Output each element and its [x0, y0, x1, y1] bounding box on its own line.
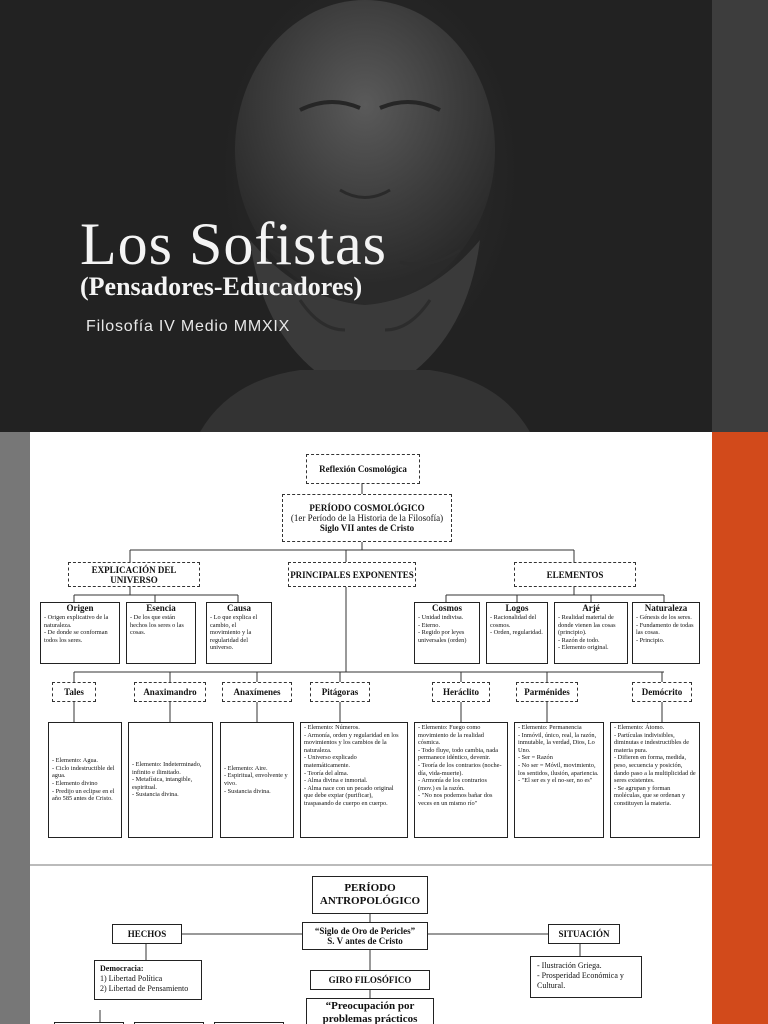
slide-side-bar [712, 0, 768, 432]
elementos-box [514, 562, 636, 587]
philosopher-name-heraclito: Heráclito [432, 682, 490, 702]
periodo-cosmologico-box [282, 494, 452, 542]
situacion-text-2: - Prosperidad Económica y Cultural. [537, 971, 624, 990]
esencia-text: - De los que están hechos los seres o las cosas. [130, 614, 184, 637]
causa-box [206, 602, 272, 664]
esencia-box [126, 602, 196, 664]
periodo-antropologico-box [312, 876, 428, 914]
periodo-antropologico-line1: PERÍODO [344, 882, 396, 894]
cosmos-text: - Unidad indivisa. - Eterno. - Regido por leyes universales (orden) [418, 614, 467, 644]
exponentes-label: PRINCIPALES EXPONENTES [290, 569, 414, 580]
democracia-line2: 2) Libertad de Pensamiento [100, 984, 189, 993]
philosopher-text-anaximandro: - Elemento: Indeterminado, infinito e ilimitado. - Metafísica, intangible, espiritual. - Sustancia divina. [128, 722, 213, 838]
arje-text: - Realidad material de donde vienen las cosas (principio). - Razón de todo. - Elemento original. [558, 614, 616, 652]
situacion-label: SITUACIÓN [558, 929, 610, 939]
philosopher-text-pitagoras: - Elemento: Números. - Armonía, orden y regularidad en los movimientos y los cambios de la naturaleza. - Universo explicado matemáticamente. - Teoría del alma. - Alma divina e inmortal. - Alma nace con un pecado original que debe expiar (purificar), traspasando de cuerpo en cuerpo. [300, 722, 408, 838]
explicacion-line1: EXPLICACIÓN DEL [91, 564, 177, 575]
naturaleza-box [632, 602, 700, 664]
preocupacion-box [306, 998, 434, 1024]
philosopher-name-tales: Tales [52, 682, 96, 702]
philosopher-text-anaximenes: - Elemento: Aire. - Espiritual, envolvente y vivo. - Sustancia divina. [220, 722, 294, 838]
periodo-note: (1er Período de la Historia de la Filosofía) [290, 513, 444, 523]
periodo-antropologico-line2: ANTROPOLÓGICO [319, 895, 421, 907]
reflexion-cosmologica-label: Reflexión Cosmológica [319, 464, 407, 474]
giro-filosofico-label: GIRO FILOSÓFICO [328, 975, 412, 985]
hechos-box [112, 924, 182, 944]
periodo-century: Siglo VII antes de Cristo [319, 523, 415, 533]
origen-title: Origen [66, 603, 94, 613]
giro-filosofico-box [310, 970, 430, 990]
philosopher-text-democrito: - Elemento: Átomo. - Partículas indivisibles, diminutas e indestructibles de materia pura. - Difieren en forma, medida, peso, secuencia y posición, dando paso a la multiplicidad de seres existentes. - Se agrupan y forman moléculas, que se ordenan y constituyen la materia. [610, 722, 700, 838]
origen-box [40, 602, 120, 664]
slide-subtitle: (Pensadores-Educadores) [80, 272, 363, 301]
logos-box [486, 602, 548, 664]
cosmos-box [414, 602, 480, 664]
philosopher-name-parmenides: Parménides [516, 682, 578, 702]
title-slide [0, 0, 768, 432]
preocupacion-line2: problemas prácticos [322, 1013, 418, 1024]
logos-title: Logos [505, 603, 529, 613]
causa-title: Causa [226, 603, 251, 613]
causa-text: - Lo que explica el cambio, el movimiento y la regularidad del universo. [210, 614, 258, 652]
democracia-box [94, 960, 202, 1000]
situacion-text-1: - Ilustración Griega. [537, 961, 602, 970]
philosopher-name-anaximandro: Anaximandro [134, 682, 206, 702]
arje-title: Arjé [582, 603, 600, 613]
arje-box [554, 602, 628, 664]
philosopher-name-anaximenes: Anaxímenes [222, 682, 292, 702]
cosmos-title: Cosmos [431, 603, 462, 613]
reflexion-cosmologica-box [306, 454, 420, 484]
naturaleza-title: Naturaleza [644, 603, 688, 613]
situacion-text-box [530, 956, 642, 998]
preocupacion-line1: “Preocupación por [325, 1000, 415, 1012]
philosopher-name-pitagoras: Pitágoras [310, 682, 370, 702]
siglo-oro-line1: “Siglo de Oro de Pericles” [314, 926, 416, 936]
origen-text: - Origen explicativo de la naturaleza. - De donde se conforman todos los seres. [44, 614, 109, 644]
situacion-box [548, 924, 620, 944]
philosopher-text-parmenides: - Elemento: Permanencia - Inmóvil, único, real, la razón, inmutable, la verdad, Dios, Lo Uno. - Ser = Razón - No ser = Móvil, movimiento, los sentidos, ilusión, apariencia. - "El ser es y el no-ser, no es" [514, 722, 604, 838]
naturaleza-text: - Génesis de los seres. - Fundamento de todas las cosas. - Principio. [636, 614, 694, 644]
cosmological-chart-slide [0, 432, 768, 864]
democracia-line1: 1) Libertad Política [100, 974, 163, 983]
hechos-label: HECHOS [127, 929, 167, 939]
explicacion-universo-box [68, 562, 200, 587]
slide-title: Los Sofistas [80, 211, 388, 277]
siglo-oro-box [302, 922, 428, 950]
philosopher-name-democrito: Demócrito [632, 682, 692, 702]
principales-exponentes-box [288, 562, 416, 587]
philosopher-text-tales: - Elemento: Agua. - Ciclo indestructible del agua. - Elemento divino - Predijo un eclipse en el año 585 antes de Cristo. [48, 722, 122, 838]
democracia-title: Democracia: [100, 964, 144, 973]
explicacion-line2: UNIVERSO [110, 574, 158, 585]
course-label: Filosofía IV Medio MMXIX [86, 318, 291, 335]
siglo-oro-line2: S. V antes de Cristo [327, 936, 403, 946]
elementos-label: ELEMENTOS [546, 569, 604, 580]
anthropological-chart-slide [0, 864, 768, 1024]
logos-text: - Racionalidad del cosmos. - Orden, regularidad. [490, 614, 543, 637]
periodo-title: PERÍODO COSMOLÓGICO [309, 503, 425, 513]
philosopher-text-heraclito: - Elemento: Fuego como movimiento de la realidad cósmica. - Todo fluye, todo cambia, nada permanece idéntico, devenir. - Teoría de los contrarios (noche-día, vida-muerte). - Armonía de los contrarios (mov.) es la razón. - "No nos podemos bañar dos veces en un mismo río" [414, 722, 508, 838]
esencia-title: Esencia [146, 603, 176, 613]
